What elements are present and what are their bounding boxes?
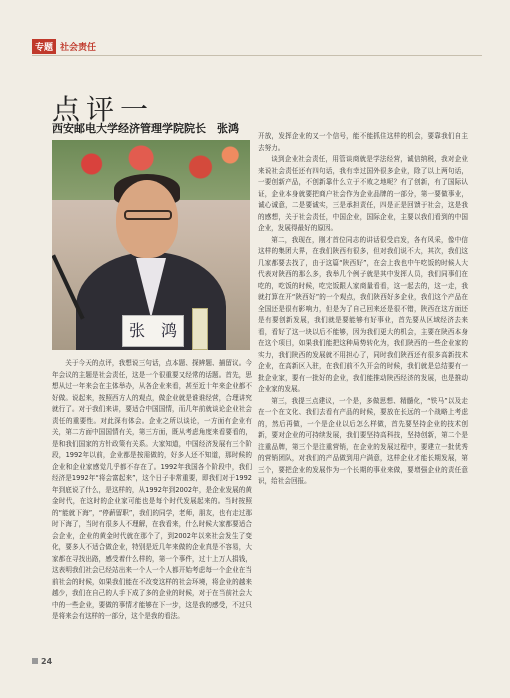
subsection-label: 社会责任 [60, 43, 97, 53]
section-badge: 专题 [32, 39, 56, 54]
paragraph: 第二，我现在，刚才首位同志的讲话很受启发，各有风采，像中信这样的集团大界，在我们陕西有很多，但对我们说不大，其次，我们这几家都要去找了，由于这篇“陕西好”，在会上我也中午吃饭的时候人大代表对陕西的那么多，我举几个例子就是其中发挥人员，我们同事们在吃的，吃饭的时候，吃完饭跟人家商量看看，这一起去的，这一走，我就打算在开“陕西好”的一个观点，我们陕西好多企业，我们这个产品在全国还是很有影响力，但是为了自己回来还是很不错，陕西在这方面还是有要创新发展，我们就是要能够有好事业，首先要从区域经济去来看，看好了这一块以后不能够，因为我们更大的机会，主要在陕西本身在这个项目，如果我们能把这种局势转化为，我们陕西的一些企业家的实力，我们陕西的发展就不用担心了，同时我们陕西还有很多高新技术企业，在高新区入驻，在我们前不久开会的时候，我们就是总结要有一批企业家，要有一批好的企业，我们能推动陕西经济的发展，也是推动企业家的发展。 [258, 235, 468, 393]
author-byline: 西安邮电大学经济管理学院院长 张鸿 [52, 122, 239, 135]
article-title: 点评一 [52, 93, 155, 126]
paragraph: 关于今天的点评，我想说三句话，点本题、探辨题、捕留议。今年会议的主题是社会责任，这是一个很重要又经常的话题。首先，思想从过一年来会在主体举办，从各企业来看，甚至近十年来企业都不好做。说起来，按照西方人的观点，做企业就是谁谁经营，合理讲究就行了。对于我们来讲，要适合中国国情，而几年前就谈论企业社会责任的重要性。对此深有体会。企业之所以谈论，一方面有企业有关，第二方面中国国情有关，第三方面，既从考虑角度来看要看的，是和我们国家的方针政策有关系。大家知道，中国经济发展有三个阶段，1992年以前，企业都是按需做的，好多人还不知道，那时候的企业和企业家感觉几乎都不存在了。1992年我国各个阶段中，我们经济是1992年“将会富起来”，这个日子非常重要，即我们对于1992年到底说了什么，是这样的，从1992年到2002年，是企业发展的黄金时代，在这时的企业家可能也是每个时代发展起来的。当时按照的“能就下海”，“停薪留职”，我们的同学，老师，朋友，也有走过那时下海了，当时有很多人不理解，在我看来，什么时候大家都要适合会企业，企业的黄金时代就在那个了，到2002年以来社会发生了变化，要多人不适合做企业，特别是近几年来做的企业真是不容易，大家都在寻找出路，感受着什么样的，第一个事件，过十上万人捐钱，这表明我们社会已经站出来一个人一个人都开始考虑每一个企业在当前社会的时候，如果我们能在不改变这样的社会环境，将企业的越来越少，我们在自己的人手下成了多的企业的时候，对于在当前社会大中的一些企业，要做的事情才能够在下一步，这是我的感受，不过只是将来会有这样的一部分，这个是我的看法。 [52, 359, 252, 620]
paragraph: 第三，我提三点建议，一个是，多做思想、精髓化，“铁马”以及走在一个在文化、我们去看有产品的时候，要放在长远的一个战略上考虑的，然后再做，一个是企业以后怎么样做，首先要坚持企业的技术创新，要对企业的可持续发展，我们要坚持高科技，坚持创新，第二个是注重品牌，第三个是注重营销，在企业的发展过程中，要建立一批优秀的营销团队，对我们的产品做到用户满意，这样企业才能长期发展，第三个，要把企业的发展作为一个长期的事业来做，要增强企业的责任意识，给社会回报。 [258, 396, 468, 485]
water-bottle [192, 308, 208, 350]
page-number: 24 [32, 657, 52, 666]
section-header [32, 40, 96, 53]
right-text-column [258, 131, 468, 488]
speaker-photo [52, 140, 250, 350]
header-rule [32, 55, 482, 56]
paragraph: 开放，发挥企业的又一个信号，能不能抓住这样的机会，要靠我们自主去努力。 [258, 132, 468, 152]
nameplate: 张 鸿 [122, 315, 184, 347]
paragraph: 谈到企业社会责任，用管谈商就是学法经营，诚信纳税，我对企业来说社会责任还有四句话，我有幸过国外很多企业，除了以上两句话，一要创新产品，不创新靠什么立于不败之地呢？有了创新，有了国际认证，企业本身就要把商户社会作为企业品牌的一部分，第一要做事业，诚心诚意，二是要诚实，三是承担责任，四是正是回馈于社会，这是我的感想，关于社会责任，中国企业，国际企业，主要以我们看到的中国企业，发展得最好的原因。 [258, 155, 468, 232]
glasses-icon [124, 210, 172, 220]
left-text-column [52, 358, 252, 623]
